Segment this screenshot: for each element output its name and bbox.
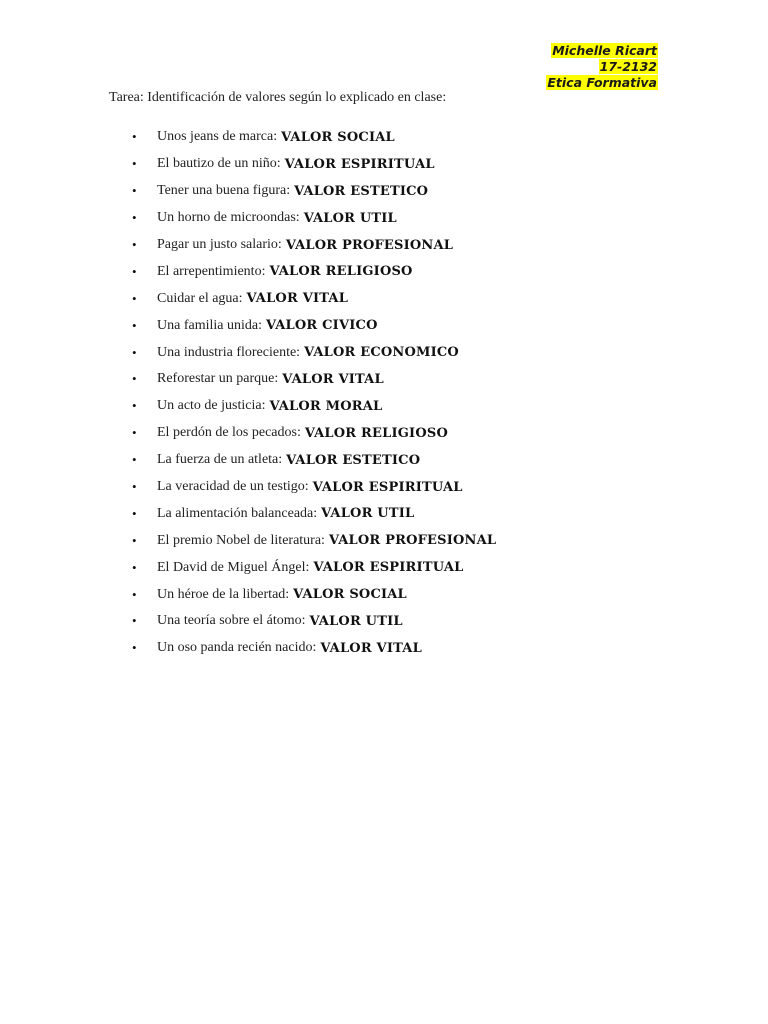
bullet-icon: • [132,452,137,468]
bullet-icon: • [132,613,137,629]
item-description: Una familia unida: [157,317,262,333]
item-value-label: VALOR SOCIAL [293,587,407,603]
item-value-label: VALOR PROFESIONAL [328,533,497,549]
item-description: Unos jeans de marca: [157,129,278,145]
list-item [130,447,496,474]
item-value-label: VALOR VITAL [246,291,349,307]
author-name: Michelle Ricart [552,43,657,58]
item-value-label: VALOR ESPIRITUAL [284,156,435,172]
item-value-label: VALOR UTIL [309,613,403,629]
item-value-label: VALOR SOCIAL [281,129,395,145]
bullet-icon: • [132,183,137,199]
item-value-label: VALOR ESPIRITUAL [312,479,463,495]
item-description: La alimentación balanceada: [157,505,318,521]
list-item [130,527,496,554]
list-item [130,339,496,366]
list-item [130,258,496,285]
item-description: Una industria floreciente: [157,344,301,360]
bullet-icon: • [132,559,137,575]
item-value-label: VALOR RELIGIOSO [269,264,413,280]
list-item [130,500,496,527]
bullet-icon: • [132,290,137,306]
list-item [130,474,496,501]
item-value-label: VALOR CIVICO [265,318,378,334]
item-value-label: VALOR ESPIRITUAL [313,560,464,576]
item-description: Un héroe de la libertad: [157,586,290,602]
values-list [130,124,496,662]
item-description: El bautizo de un niño: [157,156,281,172]
bullet-icon: • [132,371,137,387]
bullet-icon: • [132,237,137,252]
bullet-icon: • [132,210,137,226]
item-description: La fuerza de un atleta: [157,452,283,468]
item-description: El arrepentimiento: [157,263,266,279]
item-description: Un horno de microondas: [157,210,300,226]
item-value-label: VALOR ESTETICO [294,183,429,199]
item-description: El David de Miguel Ángel: [157,559,310,575]
item-description: El perdón de los pecados: [157,425,301,441]
subject-name: Etica Formativa [547,75,657,90]
bullet-icon: • [132,129,137,145]
item-description: La veracidad de un testigo: [157,479,309,495]
item-description: Reforestar un parque: [157,371,279,387]
bullet-icon: • [132,263,137,279]
item-value-label: VALOR PROFESIONAL [285,237,454,253]
list-item [130,151,496,178]
item-description: Pagar un justo salario: [157,237,282,252]
list-item [130,285,496,312]
item-value-label: VALOR ECONOMICO [304,345,459,361]
list-item [130,232,496,259]
bullet-icon: • [132,398,137,414]
item-description: Cuidar el agua: [157,290,243,306]
bullet-icon: • [132,586,137,602]
list-item [130,124,496,151]
item-value-label: VALOR UTIL [303,210,397,226]
list-item [130,581,496,608]
assignment-intro: Tarea: Identificación de valores según lo explicado en clase: [109,90,447,105]
item-value-label: VALOR MORAL [269,398,383,414]
list-item [130,608,496,635]
student-id-line [546,59,658,75]
item-description: Un acto de justicia: [157,398,266,414]
item-description: Una teoría sobre el átomo: [157,613,306,629]
bullet-icon: • [132,479,137,495]
item-value-label: VALOR UTIL [321,506,415,522]
bullet-icon: • [132,640,137,656]
author-header [546,43,658,91]
item-value-label: VALOR VITAL [282,371,384,387]
bullet-icon: • [132,317,137,333]
item-value-label: VALOR ESTETICO [286,452,421,468]
list-item [130,393,496,420]
list-item [130,178,496,205]
list-item [130,635,496,662]
bullet-icon: • [132,505,137,521]
bullet-icon: • [132,532,137,548]
item-value-label: VALOR RELIGIOSO [304,425,448,441]
subject-line [546,75,658,91]
bullet-icon: • [132,344,137,360]
list-item [130,420,496,447]
item-description: El premio Nobel de literatura: [157,532,325,548]
list-item [130,312,496,339]
student-id: 17-2132 [599,59,657,74]
item-description: Un oso panda recién nacido: [157,640,317,656]
item-value-label: VALOR VITAL [320,640,422,656]
bullet-icon: • [132,156,137,172]
list-item [130,205,496,232]
author-name-line [546,43,658,59]
bullet-icon: • [132,425,137,441]
list-item [130,554,496,581]
item-description: Tener una buena figura: [157,183,291,199]
list-item [130,366,496,393]
